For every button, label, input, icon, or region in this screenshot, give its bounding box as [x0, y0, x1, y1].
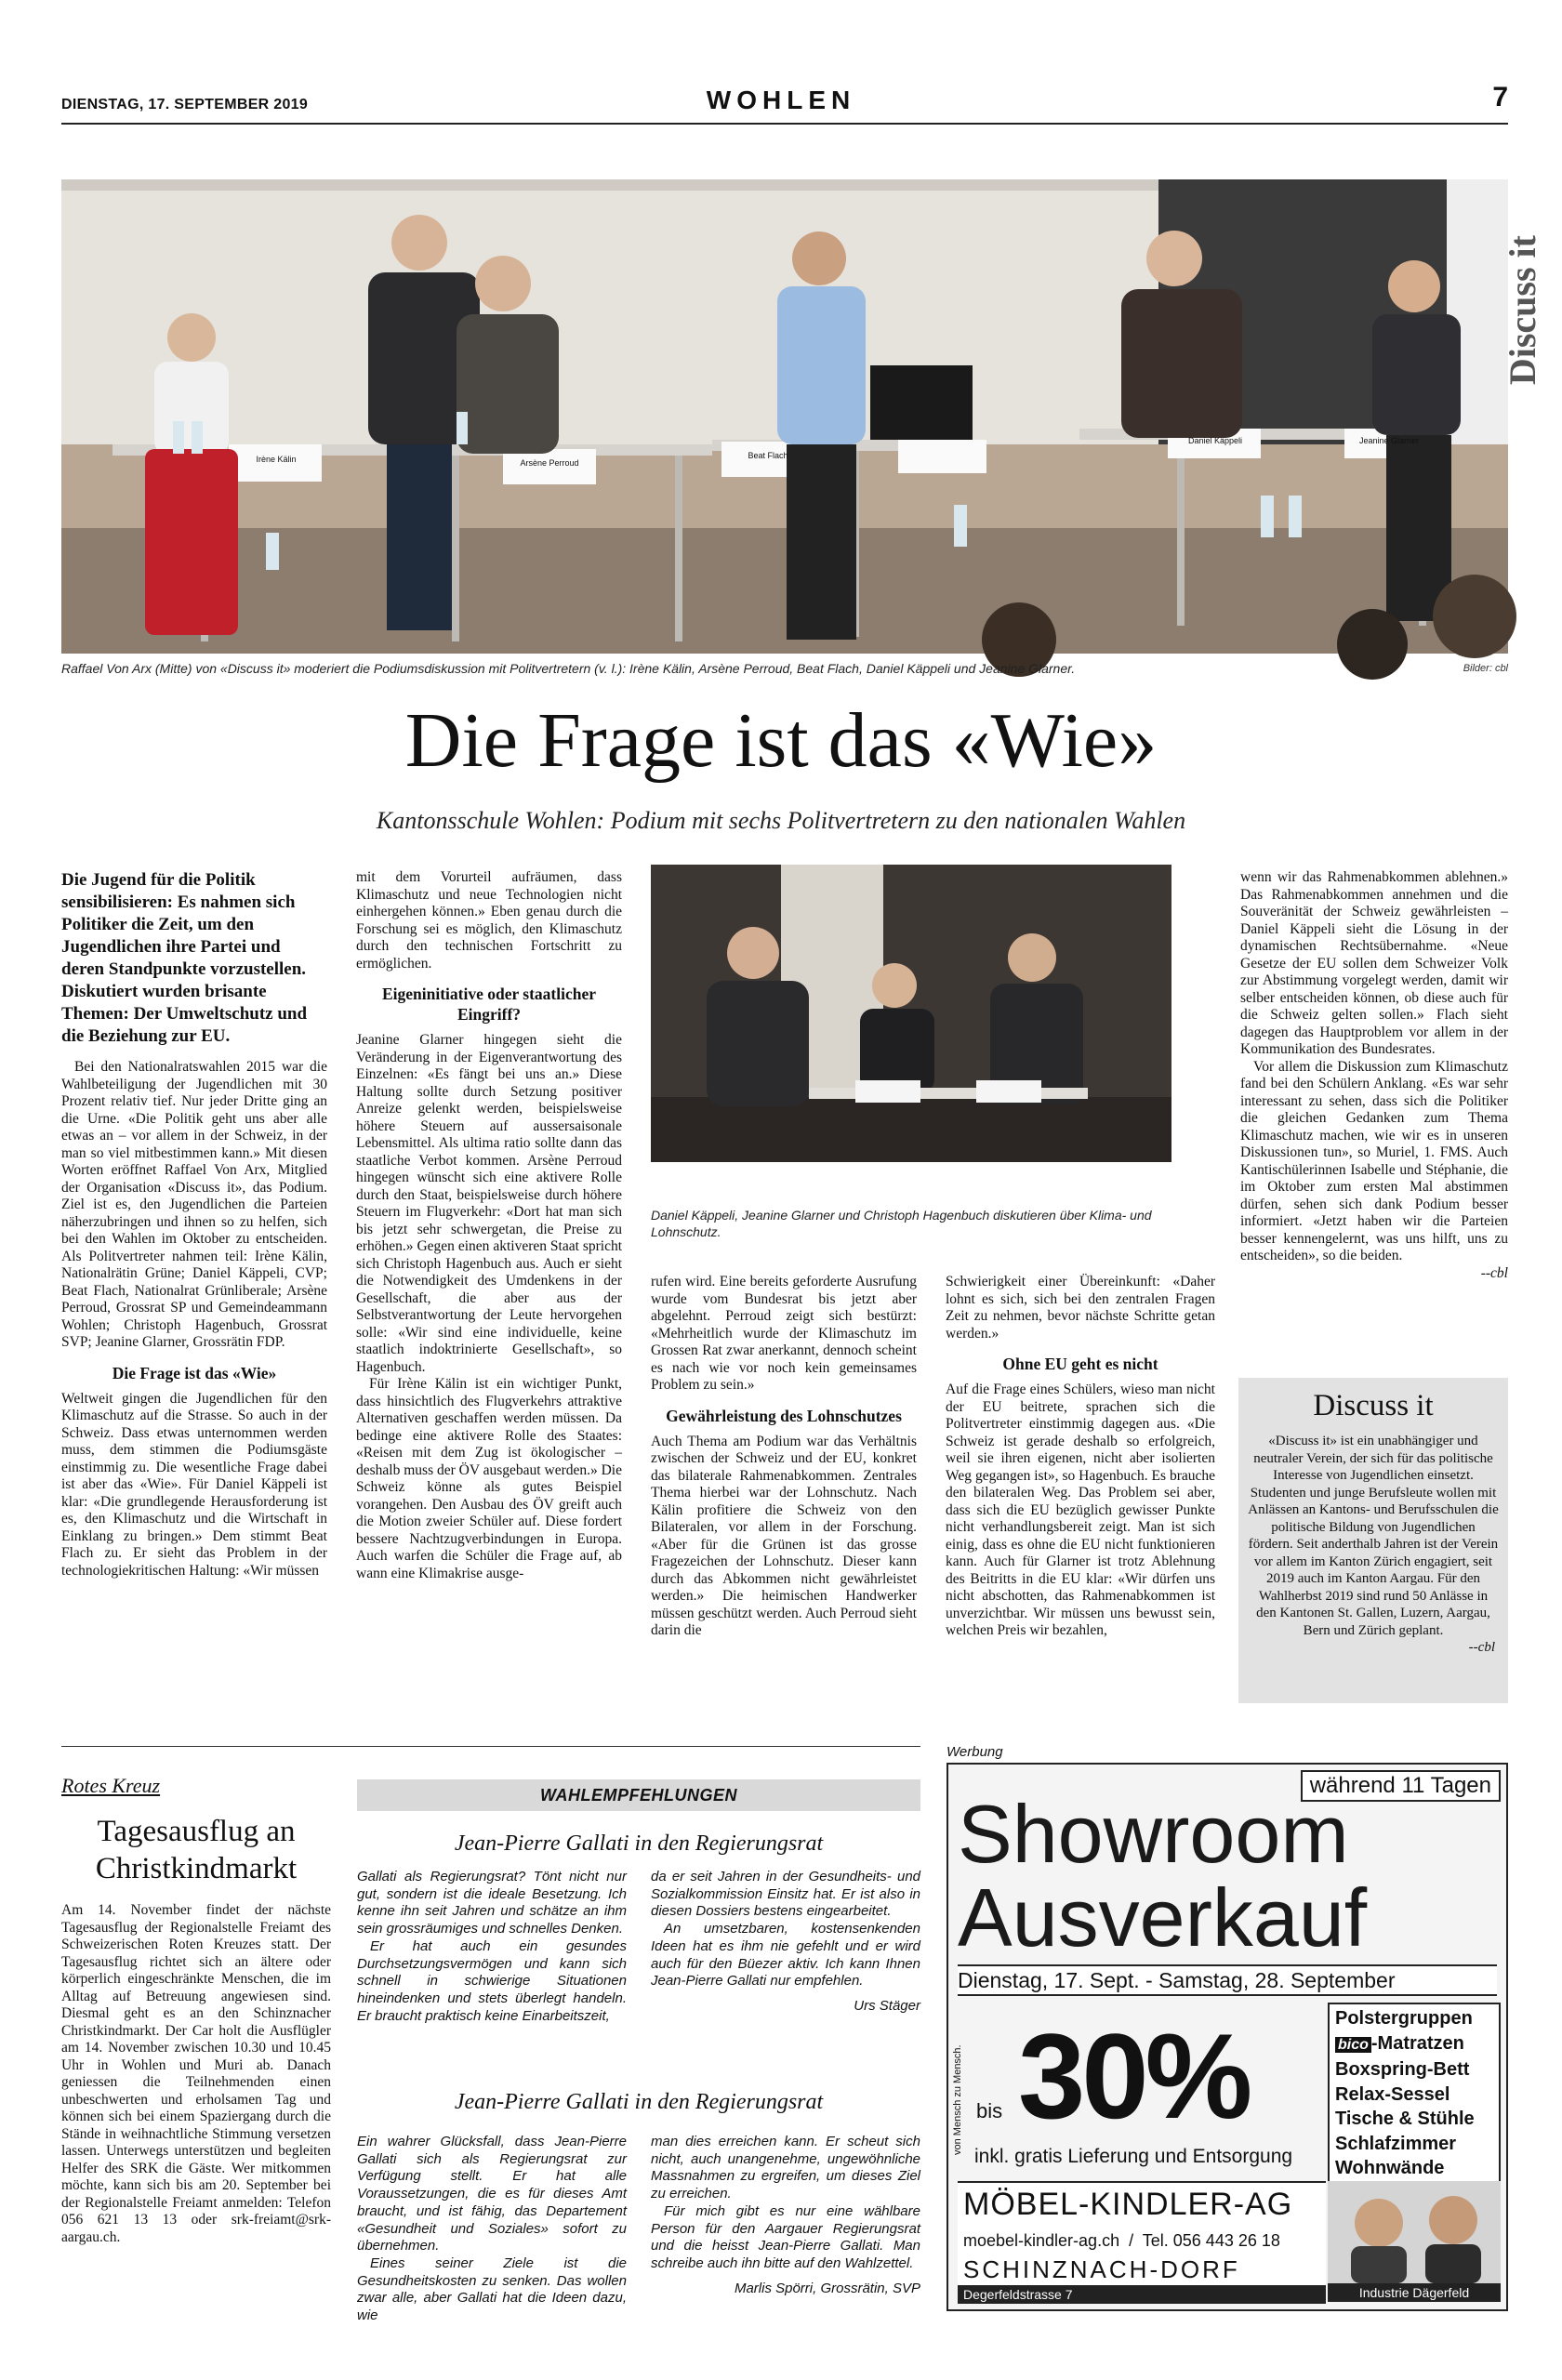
owners-illustration	[1328, 2181, 1501, 2283]
page-number: 7	[1492, 82, 1508, 112]
article-column-2	[356, 869, 622, 1582]
ad-town: SCHINZNACH-DORF	[963, 2255, 1240, 2283]
ad-location: Industrie Dägerfeld	[1328, 2283, 1501, 2302]
letter-2-author: Marlis Spörri, Grossrätin, SVP	[734, 2280, 920, 2296]
section-divider	[61, 1746, 920, 1747]
ad-company-name: MÖBEL-KINDLER-AG	[963, 2187, 1293, 2222]
ad-category: Relax-Sessel	[1335, 2083, 1450, 2105]
nameplate: Arsène Perroud	[520, 458, 579, 468]
paragraph: mit dem Vorurteil aufräumen, dass Klimaschutz und neue Technologien nicht einhergehen können.» Eben genau durch die Forschung sei es möglich, den Klimaschutz durch den technischen Fortschritt zu ermöglichen.	[356, 869, 622, 972]
rotes-kreuz-title: Tagesausflug an Christkindmarkt	[95, 1815, 298, 1885]
ad-duration: während 11 Tagen	[1301, 1770, 1501, 1802]
ad-dates: Dienstag, 17. Sept. - Samstag, 28. September	[958, 1964, 1497, 1996]
advertisement	[946, 1763, 1508, 2311]
paragraph: Für Irène Kälin ist ein wichtiger Punkt, dass hinsichtlich des Flugverkehrs attraktive Alternativen geschaffen werden müssen. Da bedinge eine aktivere Rolle des Staates: «Reisen mit dem Zug ist ökologischer – deshalb muss der ÖV ausgebaut werden.» Die Schweiz könne als gutes Beispiel vorangehen. Den Ausbau des ÖV greift auch die Motion zweier Schüler auf. Diese fordert bessere Nachtzugverbindungen in Europa. Auch warfen die Schüler die Frage auf, ab wann eine Klimakrise ausge-	[356, 1376, 622, 1581]
ad-category-text: -Matratzen	[1370, 2032, 1464, 2054]
paragraph: rufen wird. Eine bereits geforderte Ausrufung wurde vom Bundesrat bis jetzt aber abgelehnt. Perroud zeigt sich bestürzt: «Mehrheitlich wurde der Klimaschutz im Grossen Rat zwar anerkannt, dennoch scheint es nach wie vor noch kein gemeinsames Problem zu sein.»	[651, 1274, 917, 1393]
letter-1-left-column	[357, 1869, 627, 2025]
photo-credit: Bilder: cbl	[1463, 663, 1508, 674]
ad-category: Wohnwände	[1335, 2158, 1445, 2178]
letter-2-headline: Jean-Pierre Gallati in den Regierungsrat	[454, 2090, 824, 2114]
letter-1-headline: Jean-Pierre Gallati in den Regierungsrat	[454, 1831, 824, 1856]
article-column-4	[946, 1274, 1215, 1640]
letter-2-right-column	[651, 2134, 920, 2297]
infobox-title: Discuss it	[1313, 1389, 1434, 1422]
article-column-5	[1240, 869, 1508, 1282]
podium-scene-illustration	[61, 179, 1508, 654]
article-headline: Die Frage ist das «Wie»	[404, 697, 1158, 784]
secondary-photo-caption: Daniel Käppeli, Jeanine Glarner und Christoph Hagenbuch diskutieren über Klima- und Lohnschutz.	[651, 1208, 1152, 1239]
article-column-1	[61, 869, 327, 1580]
paragraph: Schwierigkeit einer Übereinkunft: «Daher lohnt es sich, sich bei den zentralen Fragen Zeit zu nehmen, bevor nächste Schritte getan werden.»	[946, 1274, 1215, 1342]
main-photo	[61, 179, 1543, 654]
ad-address: Degerfeldstrasse 7	[958, 2285, 1326, 2304]
ad-category-list	[1328, 2003, 1501, 2185]
letter-2-left-column	[357, 2134, 627, 2325]
paragraph: man dies erreichen kann. Er scheut sich nicht, auch unangenehme, ungewöhnliche Massnahmen zu ergreifen, um dieses Ziel zu erreichen.	[651, 2134, 920, 2202]
paragraph: Für mich gibt es nur eine wählbare Person für den Aargauer Regierungsrat und die heisst Jean-Pierre Gallati. Man schreibe auch ihn bitte auf den Wahlzettel.	[651, 2202, 920, 2271]
main-photo-caption: Raffael Von Arx (Mitte) von «Discuss it» moderiert die Podiumsdiskussion mit Politvertretern (v. l.): Irène Kälin, Arsène Perroud, Beat Flach, Daniel Käppeli und Jeanine Glarner.	[61, 661, 1076, 676]
paragraph: da er seit Jahren in der Gesundheits- und Sozialkommission Einsitz hat. Er ist also in diesen Dossiers bestens eingearbeitet.	[651, 1869, 920, 1920]
paragraph: Er hat auch ein gesundes Durchsetzungsvermögen und kann sich schnell in schwierige Situationen hineindenken und stets überlegt handeln. Er braucht praktisch keine Einarbeitszeit,	[357, 1937, 627, 2024]
paragraph: Bei den Nationalratswahlen 2015 war die Wahlbeteiligung der Jugendlichen mit 30 Prozent relativ tief. Nur jeder Dritte ging an die Urne. «Die Politik geht uns aber alle etwas an – vor allem in der Schweiz, in der man so viel mitbestimmen kann.» Mit diesen Worten eröffnet Raffael Von Arx, Mitglied der Organisation «Discuss it», das Podium. Ziel ist es, den Jugendlichen die Parteien näherzubringen und ihnen so zu helfen, sich bei den Wahlen im Oktober zu entscheiden. Als Politvertreter nahmen teil: Irène Kälin, Nationalrätin Grüne; Daniel Käppeli, CVP; Beat Flach, Nationalrat Grünliberale; Arsène Perroud, Grossrat SP und Gemeindeammann Wohlen; Christoph Hagenbuch, Grossrat SVP; Jeanine Glarner, Grossrätin FDP.	[61, 1059, 327, 1350]
panel-illustration	[651, 865, 1172, 1162]
infobox-signature: --cbl	[1468, 1640, 1495, 1655]
wahlempfehlungen-bar: WAHLEMPFEHLUNGEN	[357, 1779, 920, 1811]
paragraph: Ein wahrer Glücksfall, dass Jean-Pierre Gallati sich als Regierungsrat zur Verfügung stellt. Er hat alle Voraussetzungen, die es für dieses Amt braucht, und ist fähig, das Departement «Gesundheit und Soziales» sofort zu übernehmen.	[357, 2134, 627, 2254]
paragraph: Eines seiner Ziele ist die Gesundheitskosten zu senken. Das wollen zwar alle, aber Gallati hat die Ideen dazu, wie	[357, 2254, 627, 2324]
rotes-kreuz-body	[61, 1902, 331, 2246]
intertitle: Gewährleistung des Lohnschutzes	[666, 1406, 902, 1425]
ad-bis: bis	[976, 2099, 1003, 2122]
ad-web-phone: moebel-kindler-ag.ch / Tel. 056 443 26 18	[963, 2231, 1280, 2250]
section-title: WOHLEN	[706, 86, 856, 114]
article-column-3	[651, 1274, 917, 1640]
ad-company-block	[958, 2181, 1326, 2304]
nameplate: Irène Kälin	[256, 455, 297, 464]
secondary-photo	[651, 865, 1172, 1162]
ad-discount: 30%	[1018, 2008, 1250, 2144]
paragraph: Auf die Frage eines Schülers, wieso man nicht der EU beitrete, sprachen sich die Politvertreter einstimmig dagegen aus. «Die Schweiz ist gerade deshalb so erfolgreich, weil sie ihren eigenen, nicht aber isolierten Weg gegangen ist», so Hagenbuch. Es brauche den bilateralen Weg. Das Problem sei aber, dass sich die EU bezüglich gewisser Punkte nicht verhandlungsbereit zeigt. Man ist sich einig, dass es ohne die EU nicht funktionieren kann. Auch für Glarner ist trotz Ablehnung des Beitritts in die EU klar: «Wir dürfen uns nicht abschotten, das Rahmenabkommen ist unverzichtbar. Wir müssen uns bewusst sein, welchen Preis wir bezahlen,	[946, 1382, 1215, 1638]
intertitle: Eigeninitiative oder staatlicher Eingriff?	[381, 985, 597, 1024]
paragraph: Jeanine Glarner hingegen sieht die Veränderung in der Eigenverantwortung des Einzelnen: «Es fängt bei uns an.» Diese Haltung sollte durch Setzung positiver Anreize gelenkt werden, beispielsweise höhere Steuern auf aussersaisonale Lebensmittel. Als ultima ratio sollte dann das staatliche Verbot kommen. Arsène Perroud hingegen wünscht sich eine aktivere Rolle durch den Staat, beispielsweise durch höhere Steuern im Flugverkehr: «Dort hat man sich bis jetzt sehr schwergetan, die Preise zu erhöhen.» Gegen einen aktiveren Staat spricht sich Christoph Hagenbuch aus. Auch er sieht die Notwendigkeit des Umdenkens in der Gesellschaft, die aber aus der Selbstverantwortung der Leute hervorgehen solle: «Wir sind eine individuelle, keine staatlich indoktrinierte Gesellschaft», so Hagenbuch.	[356, 1032, 622, 1375]
paragraph: Vor allem die Diskussion zum Klimaschutz fand bei den Schülern Anklang. «Es war sehr interessant zu sehen, dass sich die Politiker die gleichen Gedanken zum Thema Klimaschutz machen, wie wir es in unseren Diskussionen tun», so Muriel, 1. FMS. Auch Kantischülerinnen Isabelle und Stéphanie, die im Oktober zum ersten Mal abstimmen dürfen, sehen sich dank Podium besser informiert. «Jetzt haben wir die Parteien besser kennengelernt, was uns hilft, uns zu entscheiden», so die beiden.	[1240, 1058, 1508, 1263]
bico-logo: bico	[1335, 2037, 1371, 2053]
ad-title-line-1: Showroom	[958, 1788, 1349, 1880]
paragraph: Gallati als Regierungsrat? Tönt nicht nur gut, sondern ist die ideale Besetzung. Ich kenne ihn seit Jahren und schätze an ihm sein grossräumiges und schnelles Denken.	[357, 1869, 627, 1937]
nameplate: Beat Flach	[748, 451, 788, 460]
paragraph: Am 14. November findet der nächste Tagesausflug der Regionalstelle Freiamt des Schweizerischen Roten Kreuzes statt. Der Tagesausflug richtet sich an ältere oder körperlich eingeschränkte Menschen, die im Alltag auf Betreuung angewiesen sind. Diesmal geht es an den Schinznacher Christkindmarkt. Der Car holt die Ausflügler am 14. November zwischen 10.30 und 10.45 Uhr in Wohlen und Muri ab. Danach geniessen die Teilnehmenden einen unbeschwerten und erholsamen Tag und können sich bei einem Spaziergang durch die Stände in weihnachtliche Stimmung versetzen lassen. Unterwegs unterstützen und begleiten Helfer des SRK die Gäste. Wer mitkommen möchte, kann sich bis am 20. September bei der Regionalstelle Freiamt anmelden: Telefon 056 621 13 13 oder srk-freiamt@srk-aargau.ch.	[61, 1902, 331, 2245]
ad-delivery: inkl. gratis Lieferung und Entsorgung	[974, 2146, 1293, 2167]
ad-category: Boxspring-Bett	[1335, 2059, 1470, 2080]
paragraph: Auch Thema am Podium war das Verhältnis zwischen der Schweiz und der EU, konkret das bilaterale Rahmenabkommen. Zentrales Thema hierbei war der Lohnschutz. Nach Kälin profitiere die Schweiz von den Bilateralen, vor allem in der Forschung. «Aber für die Grünen ist das grosse Fragezeichen der Lohnschutz. Dieser kann durch das Abkommen nicht gewährleistet werden.» Die heimischen Handwerker müssen geschützt werden. Auch Perroud sieht darin die	[651, 1433, 917, 1638]
paragraph: wenn wir das Rahmenabkommen ablehnen.» Das Rahmenabkommen annehmen und die Souveränität der Schweiz gewährleisten – Daniel Käppeli sieht die Lösung in der dynamischen Rechtsübernahme. «Neue Gesetze der EU sollen dem Schweizer Volk zur Abstimmung vorgelegt werden, damit wir selber entscheiden können, ob diese auch für die Schweiz gelten sollen.» Flach sieht dagegen das Hauptproblem vor allem in der Kommunikation des Bundesrates.	[1240, 869, 1508, 1057]
author-signature: --cbl	[1480, 1264, 1508, 1281]
infobox-text: «Discuss it» ist ein unabhängiger und neutraler Verein, der sich für das politische Interesse von Jugendlichen einsetzt. Studenten und junge Berufsleute wollen mit Anlässen an Kantons- und Berufsschulen die politische Bildung von Jugendlichen fördern. Seit anderthalb Jahren ist der Verein vor allem im Kanton Zürich engagiert, seit 2019 auch im Kanton Aargau. Für den Wahlherbst 2019 sind rund 50 Anlässe in den Kantonen St. Gallen, Luzern, Aargau, Bern und Zürich geplant.	[1248, 1434, 1499, 1638]
discuss-it-infobox	[1238, 1378, 1508, 1703]
ad-category: Polstergruppen	[1335, 2008, 1473, 2029]
ad-portrait-photo	[1328, 2181, 1501, 2283]
ad-category: Tische & Stühle	[1335, 2109, 1475, 2129]
header-rule	[61, 123, 1508, 125]
article-subheadline: Kantonsschule Wohlen: Podium mit sechs Politvertretern zu den nationalen Wahlen	[376, 807, 1186, 834]
advertisement-label: Werbung	[946, 1744, 1003, 1760]
article-lead: Die Jugend für die Politik sensibilisieren: Es nahmen sich Politiker die Zeit, um den Jugendlichen ihre Partei und deren Standpunkte vorzustellen. Diskutiert wurden brisante Themen: Der Umweltschutz und die Beziehung zur EU.	[61, 870, 308, 1046]
ad-category	[1335, 2031, 1493, 2058]
nameplate: Jeanine Glarner	[1358, 436, 1420, 445]
nameplate: Daniel Käppeli	[1187, 436, 1243, 445]
intertitle: Die Frage ist das «Wie»	[112, 1363, 277, 1382]
paragraph: An umsetzbaren, kostensenkenden Ideen hat es ihm nie gefehlt und er wird auch für den Büezer aktiv. Ich kann Ihnen Jean-Pierre Gallati nur empfehlen.	[651, 1921, 920, 1990]
paragraph: Weltweit gingen die Jugendlichen für den Klimaschutz auf die Strasse. So auch in der Schweiz. Dass etwas unternommen werden muss, dem stimmen die Podiumsgäste einstimmig zu. Die wesentliche Frage dabei ist aber das «Wie». Für Daniel Käppeli ist klar: «Die grundlegende Herausforderung ist es, den Klimaschutz und die Wirtschaft in Einklang zu bringen.» Dem stimmt Beat Flach zu. Er sieht das Problem in der technologiekritischen Haltung: «Wir müssen	[61, 1390, 327, 1579]
ad-category: Schlafzimmer	[1335, 2133, 1457, 2154]
rotes-kreuz-kicker: Rotes Kreuz	[61, 1774, 161, 1797]
ad-side-slogan: von Mensch zu Mensch.	[952, 2044, 963, 2155]
issue-date: DIENSTAG, 17. SEPTEMBER 2019	[61, 97, 309, 112]
ad-title-line-2: Ausverkauf	[958, 1871, 1368, 1964]
letter-1-author: Urs Stäger	[854, 1997, 920, 2014]
intertitle: Ohne EU geht es nicht	[1002, 1355, 1158, 1373]
letter-1-right-column	[651, 1869, 920, 2016]
backdrop-logo: Discuss it	[1502, 235, 1543, 386]
